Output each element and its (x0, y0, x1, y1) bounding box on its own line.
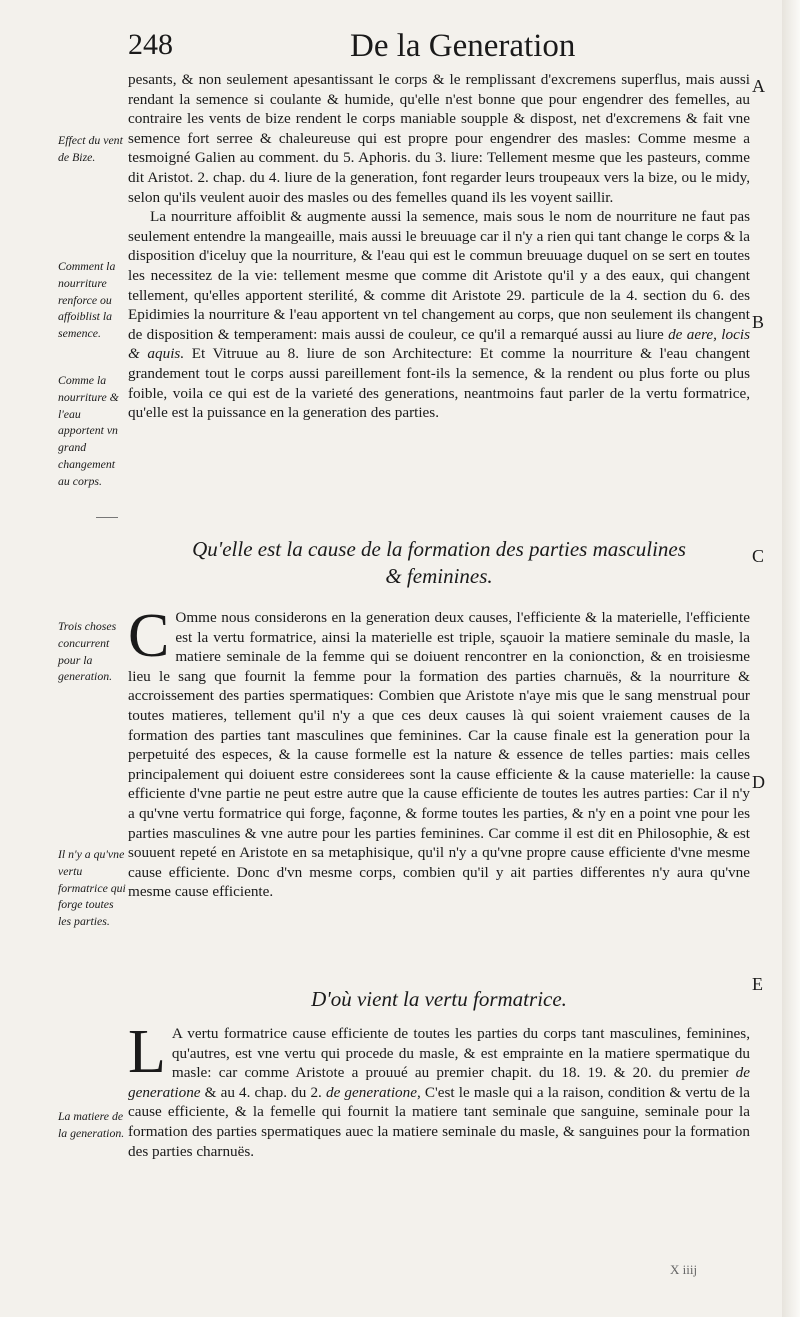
section-marker-a: A (752, 76, 765, 96)
book-title-de-generatione-2: de generatione (325, 1083, 417, 1101)
paragraph-vertu (128, 1018, 750, 1161)
section-marker-c: C (752, 546, 765, 566)
margin-note-matiere: La matiere de la generation. (58, 1109, 125, 1140)
page-edge (782, 0, 800, 1317)
text-block-3 (128, 1018, 750, 1161)
margin-note-trois-choses: Trois choses concurrent pour la generation. (58, 619, 117, 684)
running-title: De la Generation (350, 28, 576, 64)
text-block-1 (128, 70, 750, 423)
paragraph-vertu-part-a: A vertu formatrice cause efficiente de toutes les parties du corps tant masculines, feminines, qu'autres, est vne vertu qui procede du masle, & est emprainte en la matiere spermatique du masle: car comme Aristote a prouué au premier chapit. du 18. 19. & 20. du premier (171, 1025, 750, 1082)
section-marker-b: B (752, 312, 765, 332)
paragraph-vertu-part-c: , C'est le masle qui a la raison, condition & vertu de la cause efficiente, & la femelle qui fournit la matiere tant seminale que sanguine, seminale pour la formation des parties spermatiques auec la matiere seminale du masle, & sanguines pour la formation des parties charnuës. (128, 1083, 750, 1160)
page-number: 248 (128, 28, 173, 61)
section-heading-vertu-formatrice: D'où vient la vertu formatrice. (311, 987, 567, 1011)
drop-cap-c: C (128, 602, 170, 670)
paragraph-nourriture-part-a: La nourriture affoiblit & augmente aussi la semence, mais sous le nom de nourriture ne faut pas seulement entendre la mangeaille, mais aussi le breuuage car il n'y a rien qui tant change le corps & la disposition d'iceluy que la nourriture, & l'eau qui est le commun breuuage duquel on se sert en toutes les necessitez de la vie: tellement mesme que comme dit Aristote qu'il y a des eaux, qui changent tellement, qu'elles apportent sterilité, & comme dit Aristote 29. particule de la 4. section du 6. des Epidimies la nourriture & l'eau apportent vn tel changement au corps, que non seulement ils changent de disposition & temperament: mais aussi de couleur, ce qu'il a remarqué aussi au liure (128, 208, 750, 343)
section-heading-line-2: & feminines. (385, 564, 493, 588)
paragraph-causes (128, 602, 750, 902)
paragraph-nourriture-part-b: Et Vitruue au 8. liure de son Architecture: Et comme la nourriture & l'eau changent grandement tout le corps aussi pareillement font-ils la semence, & la rendent ou plus forte ou plus foible, voila ce qui est de la varieté des generations, neantmoins faut parler de la vertu formatrice, qu'elle est la puissance en la generation des parties. (128, 345, 751, 422)
margin-note-nourriture: Comment la nourriture renforce ou affoiblist la semence. (58, 259, 116, 341)
book-title-de-aere: de aere, locis & aquis. (128, 325, 750, 363)
paragraph-nourriture (128, 207, 750, 423)
margin-note-vent-de-bize: Effect du vent de Bize. (58, 133, 123, 164)
book-title-de-generatione-1: de generatione (128, 1064, 750, 1101)
margin-dash-mark (96, 517, 118, 518)
section-heading-cause-formation (128, 536, 750, 590)
margin-note-vertu-formatrice: Il n'y a qu'vne vertu formatrice qui forge toutes les parties. (58, 847, 126, 929)
signature-mark: X iiij (670, 1262, 698, 1277)
margin-note-eau: Comme la nourriture & l'eau apportent vn grand changement au corps. (58, 373, 119, 488)
section-marker-d: D (752, 772, 765, 792)
page-header (128, 28, 773, 68)
section-marker-e: E (752, 974, 763, 994)
text-block-2 (128, 602, 750, 902)
paragraph-vertu-part-b: & au 4. chap. du 2. (204, 1083, 322, 1101)
paragraph-vents: pesants, & non seulement apesantissant le corps & le remplissant d'excremens superflus, mais aussi rendant la semence si coulante & humide, qu'elle n'est bonne que pour engendrer des femelles, au contraire les vents de bize rendent le corps maniable soupple & dispost, net d'excremens & fait vne semence fort serree & chaleureuse qui est propre pour engendrer des masles: Comme mesme a tesmoigné Galien au comment. du 5. Aphoris. du 3. liure: Tellement mesme que les pasteurs, comme dit Aristot. 2. chap. du 4. liure de la generation, font regarder leurs troupeaux vers la bize, ou le midy, selon qu'ils veulent auoir des masles ou des femelles quand ils les voyent saillir. (128, 71, 750, 206)
paragraph-causes-text: Omme nous considerons en la generation deux causes, l'efficiente & la materielle, l'efficiente est la vertu formatrice, ainsi la materielle est triple, sçauoir la matiere seminale du masle, la matiere seminale de la femme qui se doiuent rencontrer en la conionction, & en troisiesme lieu le sang que fournit la femme pour la formation des parties charnuës, & la nourriture & accroissement des parties spermatiques: Combien que Aristote n'aye mis que le sang menstrual pour toutes matieres, tellement qu'il n'y a que ces deux causes là qui soient vraiement causes de la formation des parties tant masculines que feminines. Car la cause finale est la generation pour la perpetuité des especes, & la cause formelle est la nature & essence de telles parties: mais celles principalement qui doiuent estre considerees sont la cause efficiente & la cause materielle: la cause efficiente d'vne partie ne peut estre autre que la cause efficiente de toutes les autres parties: Car il n'y a qu'vne vertu formatrice qui forge, façonne, & forme toutes les parties, & n'y en a point vne pour les parties masculines & vne autre pour les parties feminines. Car comme il est dit en Philosophie, & est souuent repeté en Aristote en sa metaphisique, qu'il n'y a qu'vne propre cause efficiente d'vne mesme cause efficiente. Donc d'vn mesme corps, combien qu'il y ait parties differentes n'y aura qu'vne mesme cause efficiente. (128, 609, 750, 901)
drop-cap-l: L (128, 1018, 166, 1086)
section-heading-line-1: Qu'elle est la cause de la formation des parties masculines (192, 537, 686, 561)
